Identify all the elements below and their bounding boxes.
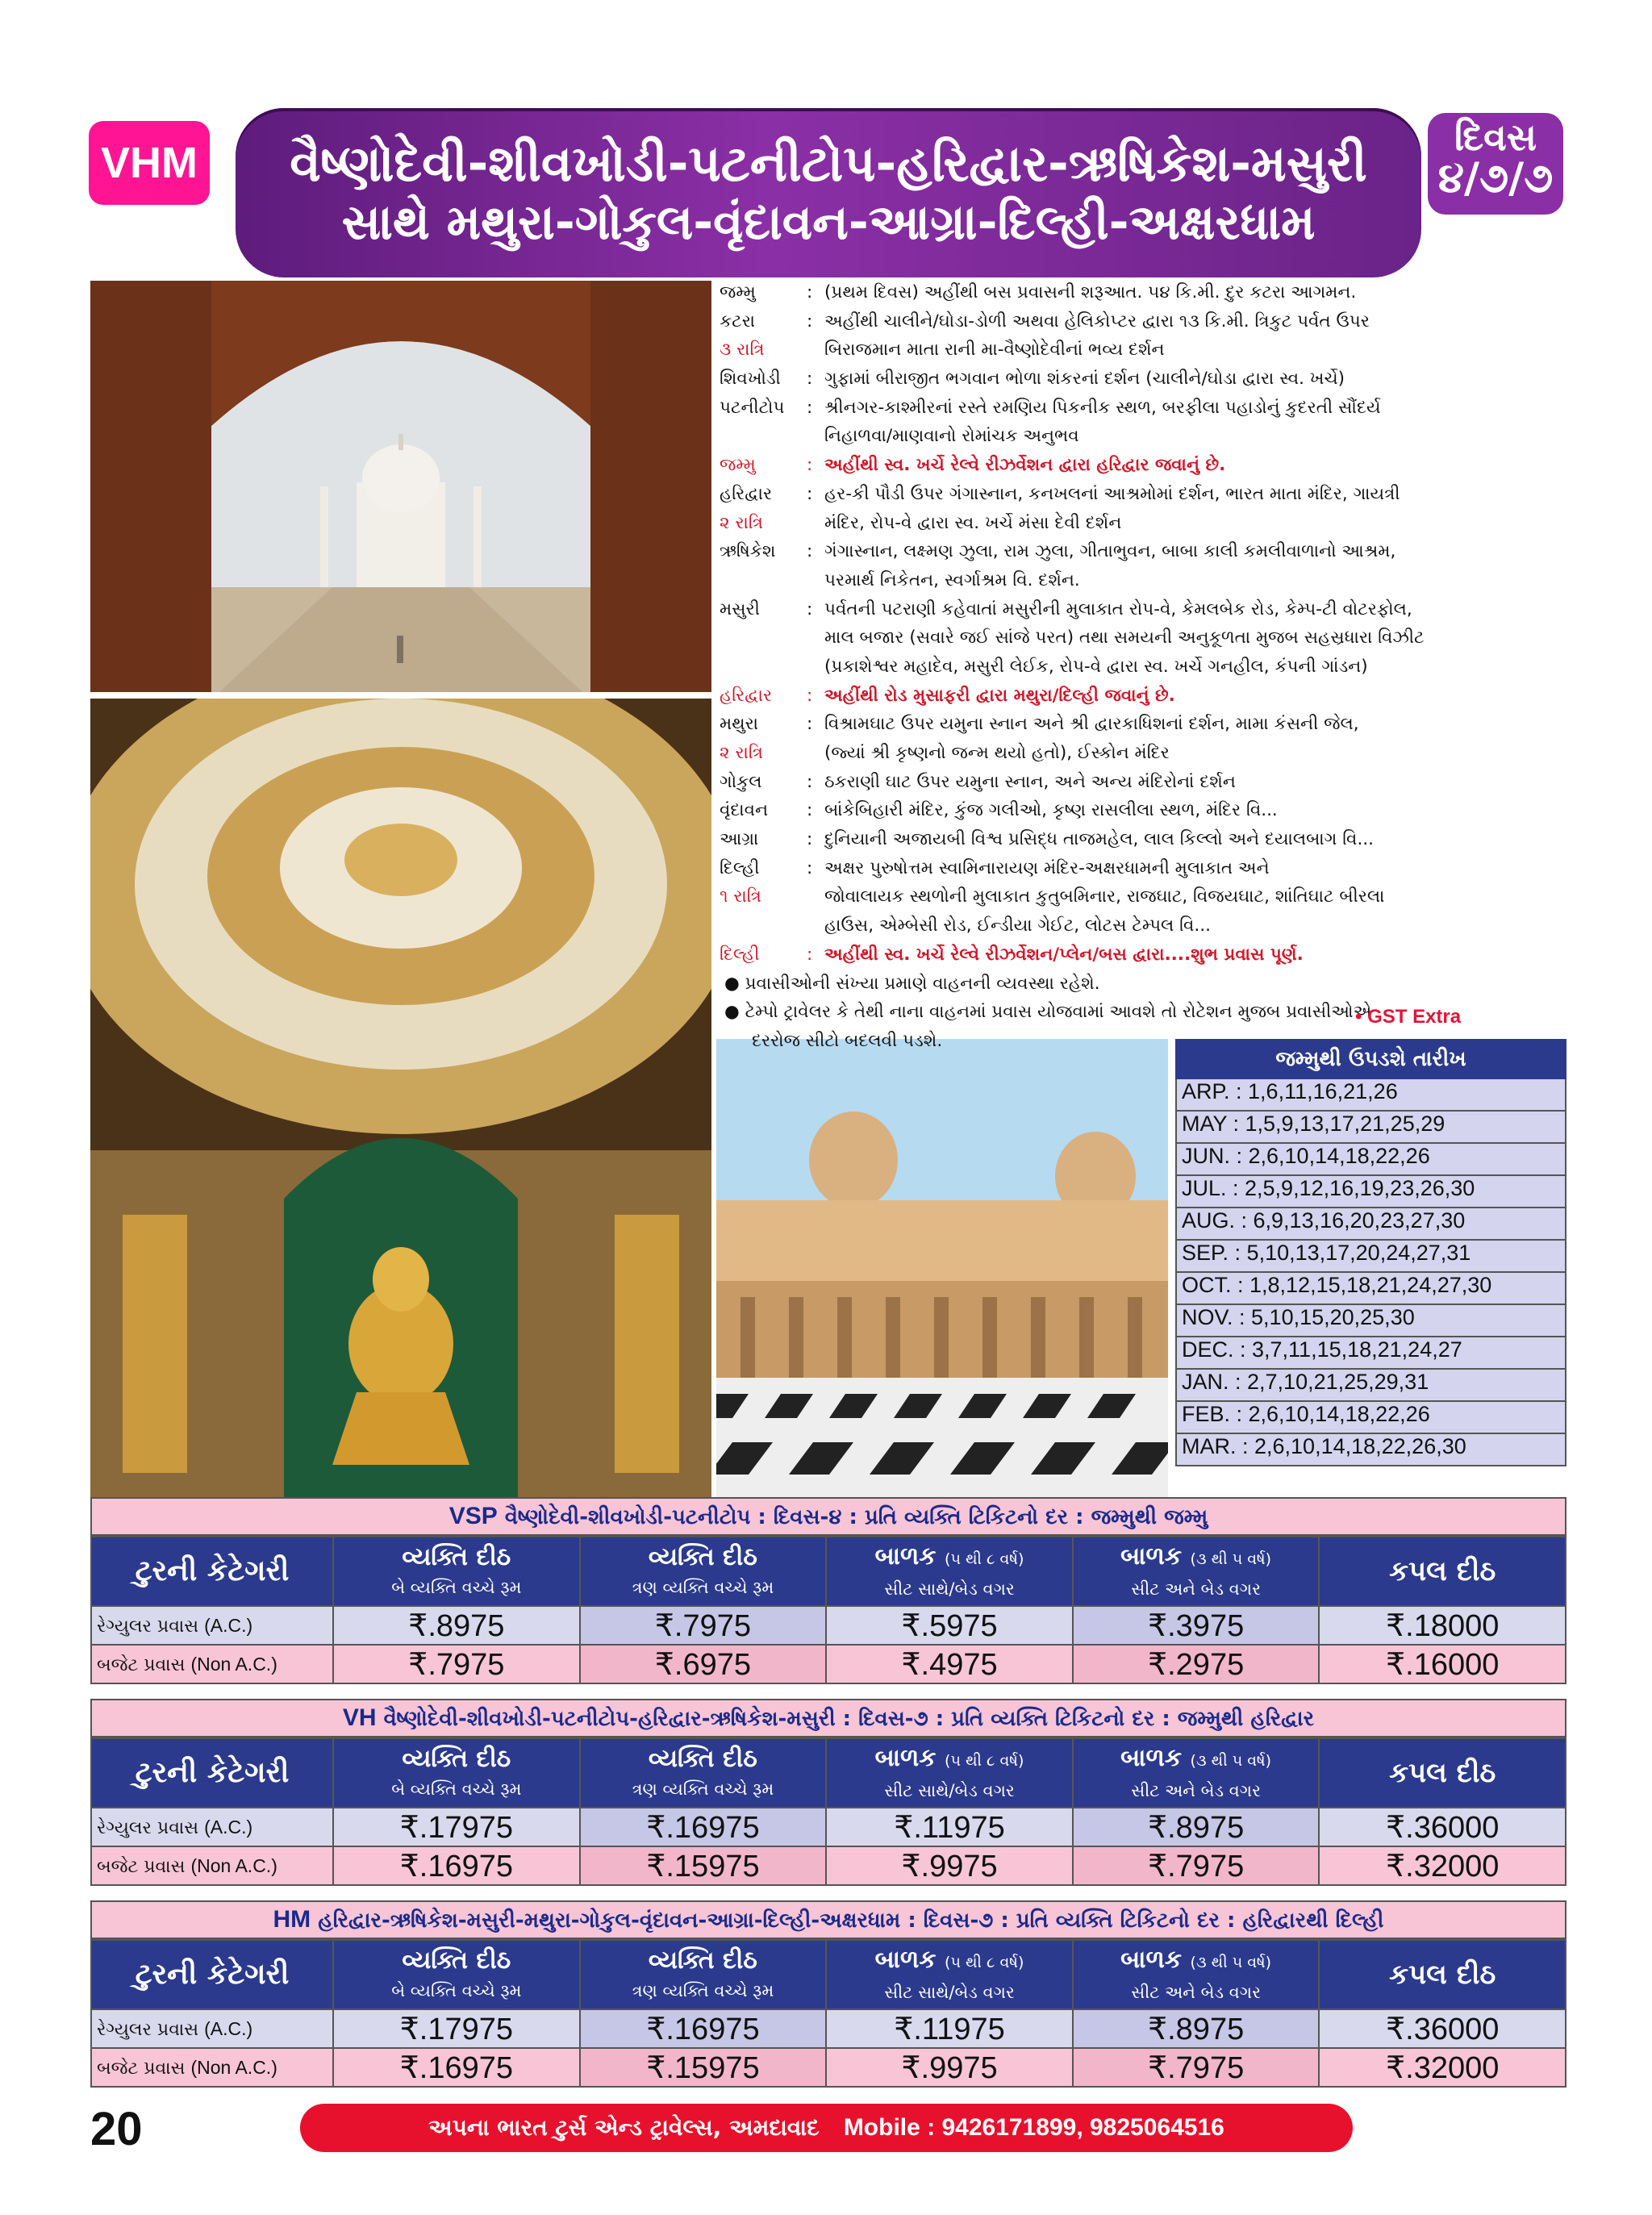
price-cell: ₹.17975	[333, 1808, 580, 1846]
price-table-hm	[90, 1900, 1566, 2088]
price-cell: ₹.36000	[1319, 1808, 1566, 1846]
colon: :	[807, 282, 813, 302]
row-label	[91, 1606, 333, 1645]
colon	[807, 422, 824, 451]
colon: :	[807, 771, 813, 792]
itinerary-row	[720, 653, 1575, 682]
colon	[807, 911, 824, 941]
travel-note: અહીંથી સ્વ. ખર્ચે રેલ્વે રીઝર્વેશન/પ્લેન/બસ દ્વારા....શુભ પ્રવાસ પૂર્ણ.	[824, 944, 1304, 965]
date-row: DEC. : 3,7,11,15,18,21,24,27	[1175, 1337, 1566, 1370]
place-name: શિવખોડી	[720, 369, 781, 390]
colon: :	[807, 944, 813, 965]
price-cell: ₹.9975	[826, 1846, 1073, 1885]
place-description: (જ્યાં શ્રી કૃષ્ણનો જન્મ થયો હતો), ઈસ્કોન મંદિર	[824, 743, 1170, 763]
price-cell: ₹.8975	[1073, 1808, 1320, 1846]
header-sub: સીટ સાથે/બેડ વગર	[884, 1780, 1015, 1800]
price-cell: ₹.7975	[1073, 2048, 1320, 2087]
price-cell: ₹.15975	[580, 2048, 827, 2087]
days-value: ૪/૭/૭	[1437, 154, 1554, 203]
colon	[807, 653, 824, 682]
itinerary-row	[720, 451, 1575, 480]
header-age: (૫ થી ૮ વર્ષ)	[945, 1751, 1024, 1770]
price-table-vh	[90, 1699, 1566, 1886]
page-number: 20	[90, 2103, 143, 2155]
place-name	[720, 566, 807, 595]
nights-label: ૧ રાત્રિ	[720, 886, 761, 907]
akshardham-interior-photo	[90, 699, 711, 1507]
itinerary-row	[720, 336, 1575, 365]
date-row: JUN. : 2,6,10,14,18,22,26	[1175, 1144, 1566, 1176]
place-name: આગ્રા	[720, 829, 759, 850]
place-name: ગોકુલ	[720, 771, 762, 792]
note-line: ● ટેમ્પો ટ્રાવેલર કે તેથી નાના વાહનમાં પ્રવાસ યોજવામાં આવશે તો રોટેશન મુજબ પ્રવાસીઓએ	[724, 1002, 1372, 1023]
place-description: હાઉસ, એમ્બેસી રોડ, ઈન્ડીયા ગેઈટ, લોટસ ટેમ્પલ વિ...	[824, 916, 1211, 936]
place-description: બિરાજમાન માતા રાની મા-વૈષ્ણોદેવીનાં ભવ્ય દર્શન	[824, 340, 1165, 361]
place-description: મંદિર, રોપ-વે દ્વારા સ્વ. ખર્ચે મંસા દેવી દર્શન	[824, 512, 1122, 533]
itinerary-row	[720, 941, 1575, 970]
header-main	[1074, 1541, 1319, 1575]
price-cell: ₹.11975	[826, 2009, 1073, 2048]
couple-header: કપલ દીઠ	[1319, 1537, 1566, 1606]
colon: :	[807, 455, 813, 476]
place-name	[720, 911, 807, 941]
header-main: વ્યક્તિ દીઠ	[402, 1745, 511, 1773]
mobile-numbers: Mobile : 9426171899, 9825064516	[843, 2114, 1224, 2141]
price-cell: ₹.7975	[333, 1645, 580, 1683]
departure-dates	[1175, 1039, 1566, 1466]
per-person-3-header	[580, 1940, 827, 2009]
category-header: ટુરની કેટેગરી	[91, 1738, 333, 1808]
price-cell: ₹.32000	[1319, 2048, 1566, 2087]
price-cell: ₹.16975	[580, 2009, 827, 2048]
price-cell: ₹.7975	[1073, 1846, 1320, 1885]
place-description: ગંગાસ્નાન, લક્ષ્મણ ઝુલા, રામ ઝુલા, ગીતાભુવન, બાબા કાલી કમલીવાળાનો આશ્રમ,	[824, 541, 1396, 562]
colon	[807, 509, 824, 538]
tour-code: HM	[273, 1906, 311, 1933]
colon: :	[807, 541, 813, 562]
header-sub: ત્રણ વ્યક્તિ વચ્ચે રૂમ	[632, 1981, 774, 2000]
row-label-text: રેગ્યુલર પ્રવાસ	[97, 2019, 199, 2040]
note-line: ● પ્રવાસીઓની સંખ્યા પ્રમાણે વાહનની વ્યવસ્થા રહેશે.	[724, 973, 1100, 994]
vhm-badge: VHM	[89, 121, 210, 205]
place-name: દિલ્હી	[720, 944, 760, 965]
header-main-text: બાળક	[874, 1541, 937, 1571]
date-row: SEP. : 5,10,13,17,20,24,27,31	[1175, 1241, 1566, 1273]
colon	[807, 739, 824, 768]
colon: :	[807, 685, 813, 706]
itinerary-row	[720, 825, 1575, 854]
price-cell: ₹.3975	[1073, 1606, 1320, 1645]
price-cell: ₹.17975	[333, 2009, 580, 2048]
header-sub: સીટ અને બેડ વગર	[1131, 1982, 1261, 2002]
place-description: નિહાળવા/માણવાનો રોમાંચક અનુભવ	[824, 426, 1079, 447]
itinerary-row	[720, 394, 1575, 423]
header-main: વ્યક્તિ દીઠ	[648, 1946, 757, 1975]
place-name: જમ્મુ	[720, 455, 756, 476]
row-label	[91, 1846, 333, 1885]
date-row: NOV. : 5,10,15,20,25,30	[1175, 1305, 1566, 1337]
itinerary	[720, 278, 1575, 1056]
place-description: જોવાલાયક સ્થળોની મુલાકાત કુતુબમિનાર, રાજઘાટ, વિજયઘાટ, શાંતિઘાટ બીરલા	[824, 886, 1385, 907]
itinerary-row	[720, 537, 1575, 566]
itinerary-row	[720, 911, 1575, 941]
days-badge	[1428, 113, 1563, 215]
price-cell: ₹.36000	[1319, 2009, 1566, 2048]
title-line-1: વૈષ્ણોદેવી-શીવખોડી-પટનીટોપ-હરિદ્વાર-ઋષિકેશ-મસુરી	[290, 133, 1367, 193]
place-description: પર્વતની પટરાણી કહેવાતાં મસુરીની મુલાકાત રોપ-વે, કેમલબેક રોડ, કેમ્પ-ટી વોટરફોલ,	[824, 599, 1412, 619]
price-grid	[90, 1737, 1566, 1886]
per-person-2-header	[333, 1537, 580, 1606]
place-name: વૃંદાવન	[720, 800, 769, 821]
date-row: FEB. : 2,6,10,14,18,22,26	[1175, 1402, 1566, 1434]
table-row	[91, 1606, 1566, 1645]
table-caption	[90, 1497, 1566, 1536]
header-sub: ત્રણ વ્યક્તિ વચ્ચે રૂમ	[632, 1779, 774, 1799]
table-row	[91, 1645, 1566, 1683]
colon: :	[807, 397, 813, 418]
header-main: વ્યક્તિ દીઠ	[648, 1543, 757, 1571]
header-age: (૩ થી ૫ વર્ષ)	[1190, 1953, 1272, 1971]
travel-note: અહીંથી રોડ મુસાફરી દ્વારા મથુરા/દિલ્હી જવાનું છે.	[824, 685, 1175, 706]
travel-note: અહીંથી સ્વ. ખર્ચે રેલ્વે રીઝર્વેશન દ્વારા હરિદ્વાર જવાનું છે.	[824, 455, 1226, 476]
colon: :	[807, 599, 813, 619]
header-age: (૩ થી ૫ વર્ષ)	[1190, 1550, 1272, 1568]
itinerary-row	[720, 768, 1575, 797]
days-label: દિવસ	[1454, 115, 1537, 159]
itinerary-row	[720, 307, 1575, 336]
table-row	[91, 2048, 1566, 2087]
colon: :	[807, 857, 813, 878]
per-person-2-header	[333, 1940, 580, 2009]
place-description: અક્ષર પુરુષોત્તમ સ્વામિનારાયણ મંદિર-અક્ષરધામની મુલાકાત અને	[824, 857, 1270, 878]
price-cell: ₹.18000	[1319, 1606, 1566, 1645]
couple-header: કપલ દીઠ	[1319, 1940, 1566, 2009]
category-header: ટુરની કેટેગરી	[91, 1940, 333, 2009]
colon	[807, 624, 824, 653]
price-cell: ₹.11975	[826, 1808, 1073, 1846]
itinerary-row	[720, 739, 1575, 768]
table-caption	[90, 1900, 1566, 1939]
header-age: (૫ થી ૮ વર્ષ)	[945, 1550, 1024, 1568]
child-noseat-header	[1073, 1537, 1320, 1606]
place-name: દિલ્હી	[720, 857, 760, 878]
header-main: વ્યક્તિ દીઠ	[402, 1946, 511, 1975]
place-description: ગુફામાં બીરાજીત ભગવાન ભોળા શંકરનાં દર્શન (ચાલીને/ઘોડા દ્વારા સ્વ. ખર્ચે)	[824, 369, 1345, 390]
price-cell: ₹.6975	[580, 1645, 827, 1683]
header-main: વ્યક્તિ દીઠ	[402, 1543, 511, 1571]
price-cell: ₹.9975	[826, 2048, 1073, 2087]
title-line-2: સાથે મથુરા-ગોકુલ-વૃંદાવન-આગ્રા-દિલ્હી-અક્ષરધામ	[341, 194, 1316, 252]
child-seat-header	[826, 1537, 1073, 1606]
row-label-nonac: (Non A.C.)	[190, 1854, 277, 1876]
itinerary-row	[720, 682, 1575, 711]
per-person-3-header	[580, 1537, 827, 1606]
row-label-text: રેગ્યુલર પ્રવાસ	[97, 1616, 199, 1637]
date-row: MAY : 1,5,9,13,17,21,25,29	[1175, 1112, 1566, 1144]
tour-title	[236, 108, 1421, 277]
price-grid	[90, 1939, 1566, 2088]
header-main-text: બાળક	[1120, 1743, 1183, 1772]
header-sub: ત્રણ વ્યક્તિ વચ્ચે રૂમ	[632, 1578, 774, 1597]
header-main	[1074, 1944, 1319, 1979]
header-main: વ્યક્તિ દીઠ	[648, 1745, 757, 1773]
itinerary-row	[720, 278, 1575, 307]
header-main-text: બાળક	[1120, 1945, 1183, 1974]
per-person-3-header	[580, 1738, 827, 1808]
child-noseat-header	[1073, 1940, 1320, 2009]
colon: :	[807, 369, 813, 390]
colon: :	[807, 800, 813, 821]
header-sub: બે વ્યક્તિ વચ્ચે રૂમ	[391, 1981, 522, 2000]
caption-text: વૈષ્ણોદેવી-શીવખોડી-પટનીટોપ-હરિદ્વાર-ઋષિકેશ-મસુરી : દિવસ-૭ : પ્રતિ વ્યક્તિ ટિકિટનો દર : જમ્મુથી હરિદ્વાર	[383, 1707, 1315, 1731]
table-row	[91, 2009, 1566, 2048]
row-label-text: રેગ્યુલર પ્રવાસ	[97, 1817, 199, 1838]
date-row: MAR. : 2,6,10,14,18,22,26,30	[1175, 1434, 1566, 1466]
header-main-text: બાળક	[1120, 1541, 1183, 1571]
table-row	[91, 1808, 1566, 1846]
nights-label: ૩ રાત્રિ	[720, 340, 765, 361]
colon: :	[807, 311, 813, 332]
table-caption	[90, 1699, 1566, 1737]
couple-header: કપલ દીઠ	[1319, 1738, 1566, 1808]
itinerary-row	[720, 422, 1575, 451]
price-cell: ₹.16000	[1319, 1645, 1566, 1683]
colon	[807, 336, 824, 365]
price-cell: ₹.32000	[1319, 1846, 1566, 1885]
itinerary-row	[720, 595, 1575, 624]
colon	[807, 566, 824, 595]
row-label	[91, 2009, 333, 2048]
row-label-ac: (A.C.)	[204, 2017, 253, 2039]
date-row: JUL. : 2,5,9,12,16,19,23,26,30	[1175, 1176, 1566, 1208]
place-name: હરિદ્વાર	[720, 483, 773, 504]
header-sub: સીટ સાથે/બેડ વગર	[884, 1982, 1015, 2002]
row-label-nonac: (Non A.C.)	[190, 2056, 277, 2078]
row-label-ac: (A.C.)	[204, 1614, 253, 1636]
itinerary-row	[720, 710, 1575, 739]
row-label-text: બજેટ પ્રવાસ	[97, 1654, 186, 1675]
itinerary-row	[720, 624, 1575, 653]
price-cell: ₹.2975	[1073, 1645, 1320, 1683]
place-description: (પ્રથમ દિવસ) અહીંથી બસ પ્રવાસની શરૂઆત. ૫૪ કિ.મી. દુર કટરા આગમન.	[824, 282, 1357, 302]
row-label-ac: (A.C.)	[204, 1816, 253, 1837]
place-description: હર-કી પૌડી ઉપર ગંગાસ્નાન, કનખલનાં આશ્રમોમાં દર્શન, ભારત માતા મંદિર, ગાયત્રી	[824, 483, 1400, 504]
header-main	[827, 1541, 1072, 1575]
place-name	[720, 653, 807, 682]
place-description: ઠકરાણી ઘાટ ઉપર યમુના સ્નાન, અને અન્ય મંદિરોનાં દર્શન	[824, 771, 1236, 792]
header-sub: બે વ્યક્તિ વચ્ચે રૂમ	[391, 1578, 522, 1597]
place-description: પરમાર્થ નિકેતન, સ્વર્ગાશ્રમ વિ. દર્શન.	[824, 569, 1080, 590]
date-row: AUG. : 6,9,13,16,20,23,27,30	[1175, 1208, 1566, 1241]
price-cell: ₹.15975	[580, 1846, 827, 1885]
price-grid	[90, 1536, 1566, 1684]
price-cell: ₹.16975	[580, 1808, 827, 1846]
place-name: કટરા	[720, 311, 756, 332]
price-cell: ₹.8975	[333, 1606, 580, 1645]
header-sub: સીટ સાથે/બેડ વગર	[884, 1579, 1015, 1599]
header-age: (૫ થી ૮ વર્ષ)	[945, 1953, 1024, 1971]
date-row: OCT. : 1,8,12,15,18,21,24,27,30	[1175, 1273, 1566, 1305]
colon: :	[807, 483, 813, 504]
price-cell: ₹.16975	[333, 1846, 580, 1885]
child-seat-header	[826, 1940, 1073, 2009]
place-description: અહીંથી ચાલીને/ઘોડા-ડોળી અથવા હેલિકોપ્ટર દ્વારા ૧૩ કિ.મી. ત્રિકુટ પર્વત ઉપર	[824, 311, 1370, 332]
nights-label: ૨ રાત્રિ	[720, 743, 763, 763]
price-cell: ₹.7975	[580, 1606, 827, 1645]
price-cell: ₹.5975	[826, 1606, 1073, 1645]
itinerary-row	[720, 365, 1575, 394]
row-label-text: બજેટ પ્રવાસ	[97, 2058, 186, 2079]
table-row	[91, 1846, 1566, 1885]
price-cell: ₹.16975	[333, 2048, 580, 2087]
nights-label: ૨ રાત્રિ	[720, 512, 763, 533]
header-main	[827, 1944, 1072, 1979]
itinerary-row	[720, 796, 1575, 825]
itinerary-row	[720, 509, 1575, 538]
company-banner	[300, 2104, 1353, 2152]
header-main-text: બાળક	[874, 1743, 937, 1772]
place-description: દુનિયાની અજાયબી વિશ્વ પ્રસિદ્ધ તાજમહેલ, લાલ કિલ્લો અને દયાલબાગ વિ...	[824, 829, 1374, 850]
header-main-text: બાળક	[874, 1945, 937, 1974]
gst-note: • GST Extra	[1355, 1006, 1462, 1028]
tour-code: VSP	[448, 1503, 498, 1529]
per-person-2-header	[333, 1738, 580, 1808]
itinerary-row	[720, 882, 1575, 911]
dates-title: જમ્મુથી ઉપડશે તારીખ	[1175, 1039, 1566, 1079]
colon	[807, 882, 824, 911]
row-label-text: બજેટ પ્રવાસ	[97, 1856, 186, 1877]
price-table-vsp	[90, 1497, 1566, 1684]
place-description: વિશ્રામઘાટ ઉપર યમુના સ્નાન અને શ્રી દ્વારકાધિશનાં દર્શન, મામા કંસની જેલ,	[824, 714, 1359, 735]
tour-code: VH	[342, 1704, 377, 1731]
place-name: મસુરી	[720, 599, 760, 619]
place-description: બાંકેબિહારી મંદિર, કુંજ ગલીઓ, કૃષ્ણ રાસલીલા સ્થળ, મંદિર વિ...	[824, 800, 1278, 821]
row-label	[91, 1645, 333, 1683]
header-sub: બે વ્યક્તિ વચ્ચે રૂમ	[391, 1779, 522, 1799]
category-header: ટુરની કેટેગરી	[91, 1537, 333, 1606]
header-main	[827, 1742, 1072, 1777]
note-line: દરરોજ સીટો બદલવી પડશે.	[752, 1030, 943, 1051]
place-name	[720, 422, 807, 451]
price-cell: ₹.8975	[1073, 2009, 1320, 2048]
place-name: હરિદ્વાર	[720, 685, 773, 706]
vrindavan-temple-photo	[716, 1039, 1168, 1507]
row-label	[91, 2048, 333, 2087]
place-name: મથુરા	[720, 714, 759, 735]
place-name: જમ્મુ	[720, 282, 756, 302]
row-label	[91, 1808, 333, 1846]
caption-text: વૈષ્ણોદેવી-શીવખોડી-પટનીટોપ : દિવસ-૪ : પ્રતિ વ્યક્તિ ટિકિટનો દર : જમ્મુથી જમ્મુ	[504, 1505, 1208, 1529]
header-age: (૩ થી ૫ વર્ષ)	[1190, 1751, 1272, 1770]
price-cell: ₹.4975	[826, 1645, 1073, 1683]
itinerary-row	[720, 566, 1575, 595]
place-name	[720, 624, 807, 653]
colon: :	[807, 829, 813, 850]
taj-mahal-photo	[90, 281, 711, 692]
place-name: પટનીટોપ	[720, 397, 785, 418]
header-sub: સીટ અને બેડ વગર	[1131, 1780, 1261, 1800]
place-description: માલ બજાર (સવારે જઈ સાંજે પરત) તથા સમયની અનુકૂળતા મુજબ સહસ્રધારા વિઝીટ	[824, 628, 1425, 649]
colon: :	[807, 714, 813, 735]
place-description: શ્રીનગર-કાશ્મીરનાં રસ્તે રમણિય પિકનીક સ્થળ, બરફીલા પહાડોનું કુદરતી સૌંદર્ય	[824, 397, 1381, 418]
itinerary-row	[720, 854, 1575, 883]
child-noseat-header	[1073, 1738, 1320, 1808]
date-row: JAN. : 2,7,10,21,25,29,31	[1175, 1370, 1566, 1402]
caption-text: હરિદ્વાર-ઋષિકેશ-મસુરી-મથુરા-ગોકુલ-વૃંદાવન-આગ્રા-દિલ્હી-અક્ષરધામ : દિવસ-૭ : પ્રતિ વ્યક્તિ ટિકિટનો દર : હરિદ્વારથી દિલ્હી	[318, 1908, 1384, 1933]
row-label-nonac: (Non A.C.)	[190, 1653, 277, 1675]
date-row: ARP. : 1,6,11,16,21,26	[1175, 1079, 1566, 1112]
place-name: ઋષિકેશ	[720, 541, 776, 562]
header-sub: સીટ અને બેડ વગર	[1131, 1579, 1261, 1599]
child-seat-header	[826, 1738, 1073, 1808]
header-main	[1074, 1742, 1319, 1777]
itinerary-row	[720, 480, 1575, 509]
company-name: અપના ભારત ટુર્સ એન્ડ ટ્રાવેલ્સ, અમદાવાદ	[428, 2114, 820, 2141]
place-description: (પ્રકાશેશ્વર મહાદેવ, મસુરી લેઈક, રોપ-વે દ્વારા સ્વ. ખર્ચે ગનહીલ, કંપની ગાંડન)	[824, 656, 1368, 677]
